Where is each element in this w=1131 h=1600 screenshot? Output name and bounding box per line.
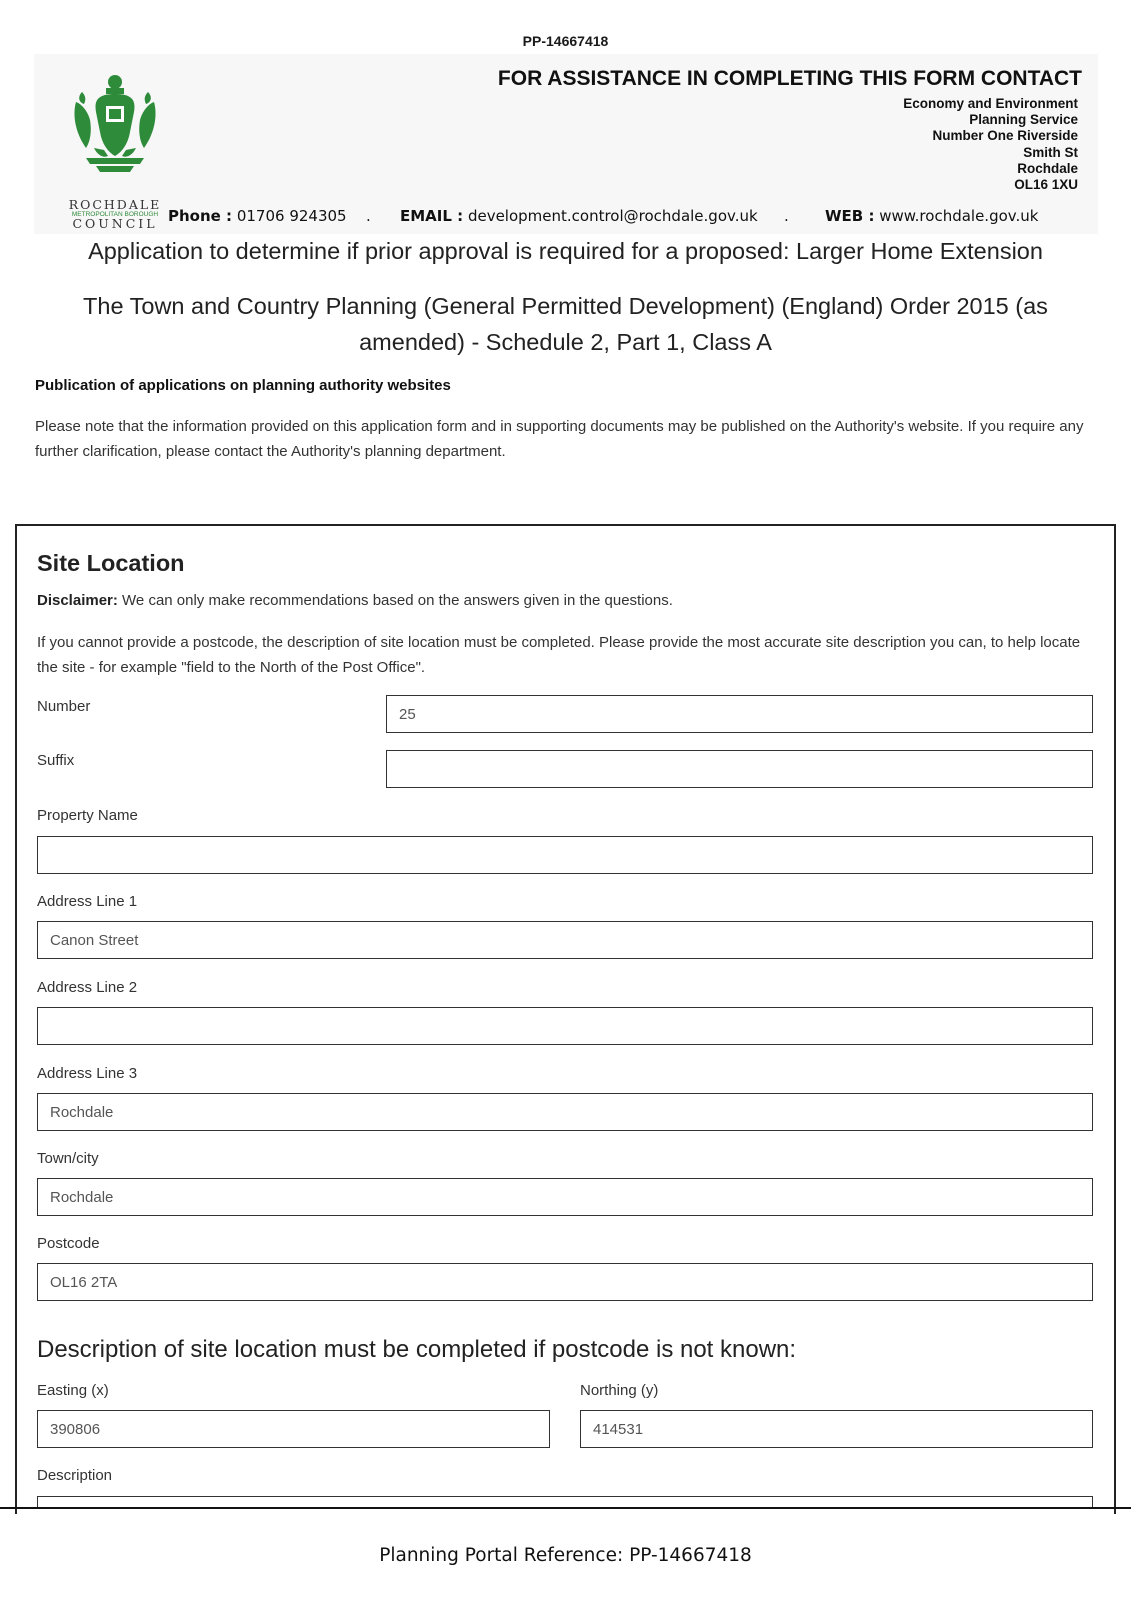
- publication-text: Please note that the information provided on this application form and in supporting documents may be published on the Authority's website. If you require any further clarification, please contact the Authority's planning department.: [35, 418, 1084, 460]
- separator: .: [366, 207, 371, 225]
- postcode-label: Postcode: [37, 1235, 100, 1252]
- site-location-heading: Site Location: [37, 550, 185, 576]
- phone-label: Phone :: [168, 207, 233, 225]
- northing-label: Northing (y): [580, 1382, 659, 1399]
- town-city-input[interactable]: [38, 1179, 1092, 1215]
- contact-banner: [34, 54, 1098, 234]
- footer-divider: [0, 1507, 1131, 1509]
- site-description-heading: Description of site location must be completed if postcode is not known:: [37, 1336, 797, 1363]
- easting-input[interactable]: [38, 1411, 549, 1447]
- postcode-note: If you cannot provide a postcode, the description of site location must be completed. Please provide the most accurate site description you can, to help locate the site - for example "field to the North of the Post Office".: [37, 634, 1081, 676]
- coat-of-arms-icon: [68, 72, 162, 176]
- disclaimer-text: We can only make recommendations based on the answers given in the questions.: [117, 592, 673, 609]
- property-name-field[interactable]: [37, 836, 1093, 874]
- address-line-3-field[interactable]: [37, 1093, 1093, 1131]
- postcode-input[interactable]: [38, 1264, 1092, 1300]
- email-contact: [400, 207, 758, 225]
- easting-label: Easting (x): [37, 1382, 109, 1399]
- description-field[interactable]: [37, 1496, 1093, 1507]
- separator: .: [784, 207, 789, 225]
- address-line-3-input[interactable]: [38, 1094, 1092, 1130]
- disclaimer: [37, 592, 673, 609]
- email-link[interactable]: development.control@rochdale.gov.uk: [467, 207, 758, 225]
- web-label: WEB :: [825, 207, 875, 225]
- address-line: OL16 1XU: [1014, 177, 1078, 193]
- description-label: Description: [37, 1467, 113, 1484]
- phone-number: 01706 924305: [236, 207, 347, 225]
- address-line-1-input[interactable]: [38, 922, 1092, 958]
- address-line-2-label: Address Line 2: [37, 979, 138, 996]
- phone-contact: [168, 207, 347, 225]
- address-line: Planning Service: [969, 112, 1078, 128]
- description-input[interactable]: [38, 1501, 1092, 1511]
- postcode-field[interactable]: [37, 1263, 1093, 1301]
- application-title: Application to determine if prior approval is required for a proposed: Larger Home Extension: [88, 238, 1043, 264]
- town-city-field[interactable]: [37, 1178, 1093, 1216]
- publication-heading: Publication of applications on planning authority websites: [35, 377, 451, 394]
- suffix-input[interactable]: [387, 751, 1092, 787]
- address-line: Economy and Environment: [903, 96, 1078, 111]
- town-city-label: Town/city: [37, 1150, 99, 1167]
- web-contact: [825, 207, 1038, 225]
- council-address: [903, 96, 1078, 193]
- logo-text-council: COUNCIL: [72, 216, 158, 231]
- disclaimer-label: Disclaimer:: [37, 592, 118, 609]
- assistance-title: FOR ASSISTANCE IN COMPLETING THIS FORM CONTACT: [497, 67, 1082, 90]
- suffix-field[interactable]: [386, 750, 1093, 788]
- property-name-input[interactable]: [38, 837, 1092, 873]
- address-line-2-input[interactable]: [38, 1008, 1092, 1044]
- suffix-label: Suffix: [37, 752, 75, 769]
- northing-field[interactable]: [580, 1410, 1093, 1448]
- northing-input[interactable]: [581, 1411, 1092, 1447]
- address-line: Rochdale: [1017, 160, 1078, 176]
- order-subtitle: The Town and Country Planning (General Permitted Development) (England) Order 2015 (as amended) - Schedule 2, Part 1, Class A: [83, 293, 1048, 355]
- number-label: Number: [37, 698, 91, 715]
- contact-line: [168, 207, 1098, 227]
- address-line-1-label: Address Line 1: [37, 893, 138, 910]
- easting-field[interactable]: [37, 1410, 550, 1448]
- logo-text-metropolitan: METROPOLITAN BOROUGH: [71, 211, 159, 218]
- address-line: Smith St: [1023, 144, 1078, 160]
- email-label: EMAIL :: [400, 207, 464, 225]
- web-link[interactable]: www.rochdale.gov.uk: [879, 207, 1039, 225]
- property-name-label: Property Name: [37, 807, 138, 824]
- logo-text-rochdale: ROCHDALE: [68, 197, 162, 212]
- footer-reference: Planning Portal Reference: PP-14667418: [379, 1545, 752, 1566]
- number-input[interactable]: [387, 696, 1092, 732]
- address-line-1-field[interactable]: [37, 921, 1093, 959]
- address-line: Number One Riverside: [932, 128, 1078, 144]
- document-reference: PP-14667418: [522, 33, 609, 49]
- council-logo: [60, 72, 170, 231]
- number-field[interactable]: [386, 695, 1093, 733]
- address-line-2-field[interactable]: [37, 1007, 1093, 1045]
- address-line-3-label: Address Line 3: [37, 1065, 138, 1082]
